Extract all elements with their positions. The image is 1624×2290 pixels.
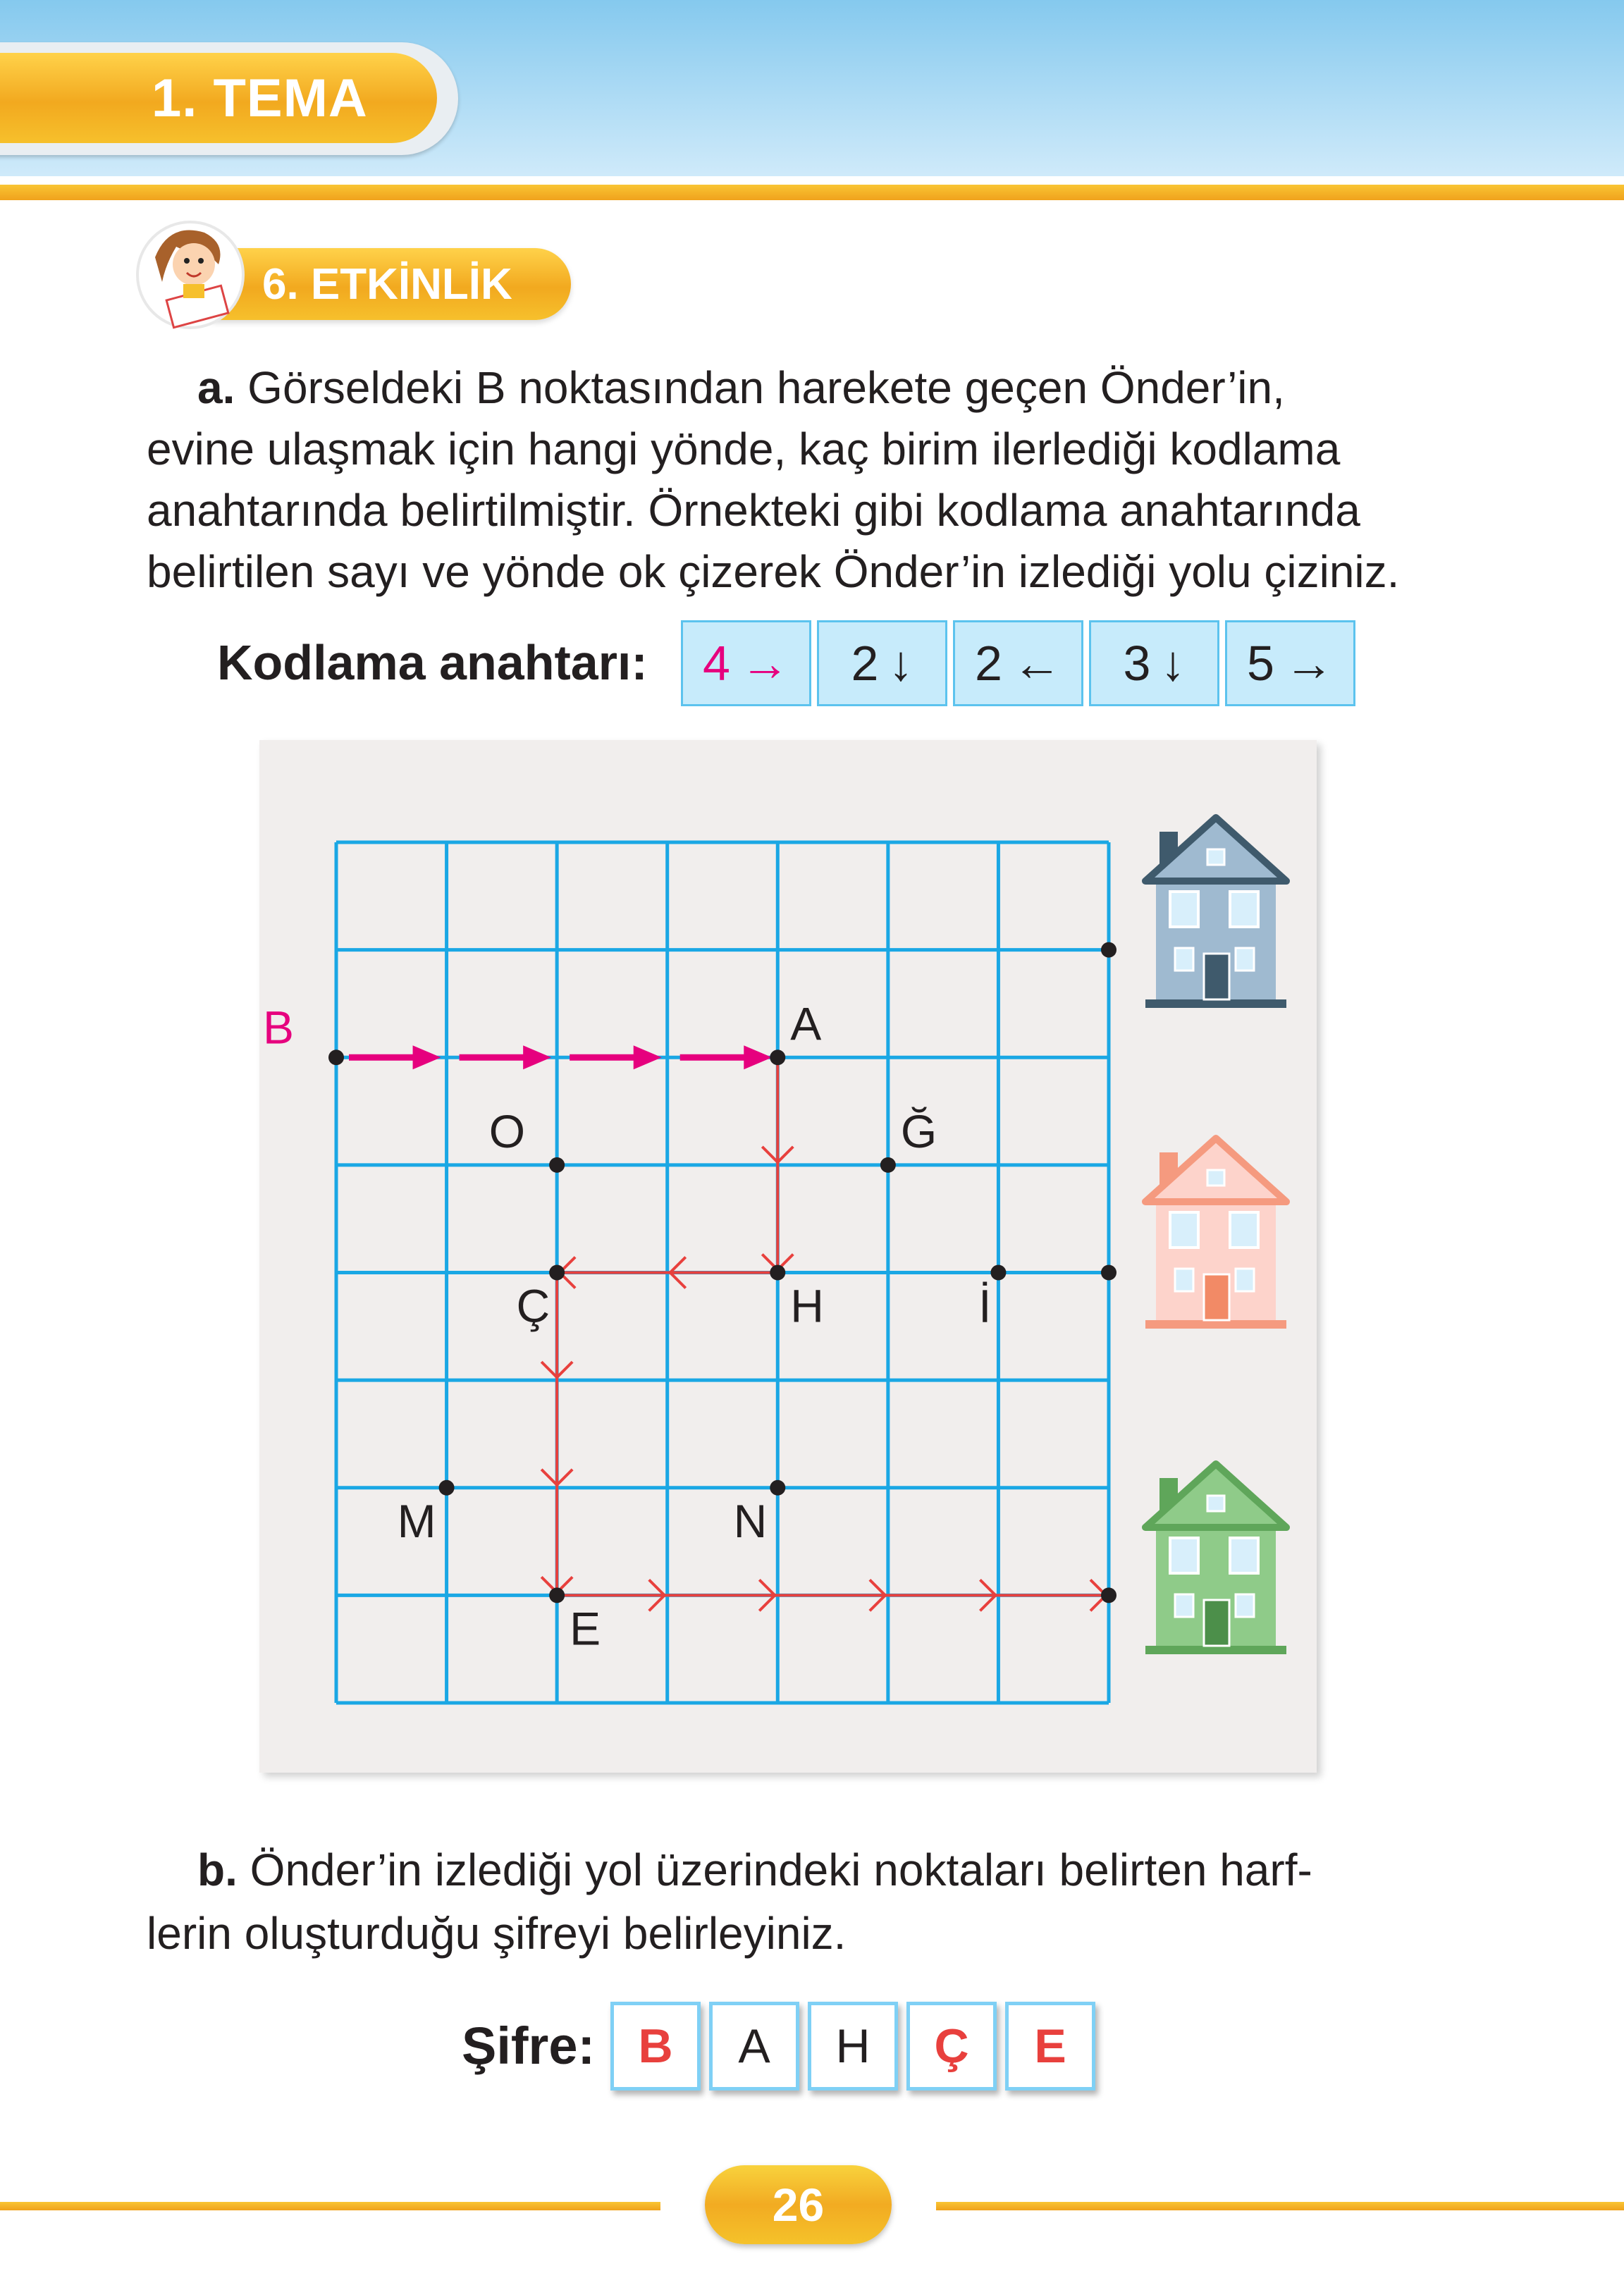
coordinate-grid: [259, 740, 1317, 1773]
blue-house-icon: [1145, 818, 1286, 1008]
grid-point: [990, 1265, 1006, 1281]
grid-point: [549, 1157, 565, 1173]
password-letter: A: [738, 2019, 770, 2073]
grid-point: [439, 1480, 455, 1496]
part-b-prefix: b.: [197, 1845, 238, 1895]
footer-line-right: [936, 2202, 1624, 2210]
point-label: A: [790, 997, 822, 1050]
part-b-line-1: [147, 1838, 1435, 1902]
instruction-line-1: [147, 357, 1435, 419]
point-label: İ: [978, 1279, 992, 1332]
instruction-text: Görseldeki B noktasından harekete geçen Önder’in,: [247, 362, 1285, 413]
grid-point: [770, 1049, 785, 1065]
activity-title: 6. ETKİNLİK: [262, 260, 512, 309]
example-arrowhead-icon: [744, 1045, 772, 1069]
pink-house-icon: [1145, 1138, 1286, 1329]
grid-point: [1101, 1265, 1116, 1281]
point-label: H: [790, 1279, 824, 1332]
grid-point: [549, 1587, 565, 1603]
arrow-right-icon: →: [739, 636, 789, 691]
grid-panel: [259, 740, 1317, 1773]
point-label: Ç: [516, 1279, 550, 1332]
step-count: 2: [975, 636, 1002, 691]
point-label: Ğ: [900, 1104, 937, 1157]
step-count: 4: [703, 636, 730, 691]
part-a-prefix: a.: [197, 362, 235, 413]
example-arrowhead-icon: [634, 1045, 662, 1069]
password-letter-box[interactable]: [808, 2002, 898, 2091]
grid-point: [770, 1480, 785, 1496]
example-arrowhead-icon: [523, 1045, 551, 1069]
step-count: 3: [1123, 636, 1151, 691]
password-label: Şifre:: [462, 2017, 596, 2075]
point-label: B: [262, 1001, 294, 1054]
green-house-icon: [1145, 1464, 1286, 1654]
part-b-line-2: lerin oluşturduğu şifreyi belirleyiniz.: [147, 1908, 847, 1959]
girl-mascot-icon: [127, 215, 247, 331]
password-letter-box[interactable]: [709, 2002, 799, 2091]
arrow-left-icon: ←: [1011, 636, 1062, 691]
step-count: 2: [851, 636, 879, 691]
grid-point: [549, 1265, 565, 1281]
instruction-line-3: anahtarında belirtilmiştir. Örnekteki gibi kodlama anahtarında: [147, 485, 1360, 536]
coding-key-step: [1225, 620, 1355, 706]
coding-key-step: [817, 620, 947, 706]
password-letter: E: [1034, 2019, 1066, 2073]
arrow-down-icon: ↓: [1160, 636, 1186, 691]
step-count: 5: [1247, 636, 1274, 691]
page-number: 26: [705, 2165, 892, 2244]
grid-point: [770, 1265, 785, 1281]
coding-key-label: Kodlama anahtarı:: [217, 635, 648, 690]
header-divider: [0, 185, 1624, 200]
grid-point: [880, 1157, 896, 1173]
password-letter-box[interactable]: [1005, 2002, 1095, 2091]
password-letter: Ç: [934, 2019, 969, 2073]
example-arrowhead-icon: [413, 1045, 441, 1069]
grid-point: [1101, 942, 1116, 958]
point-label: N: [733, 1494, 768, 1547]
instruction-line-2: evine ulaşmak için hangi yönde, kaç birim ilerlediği kodlama: [147, 424, 1341, 474]
instruction-line-4: belirtilen sayı ve yönde ok çizerek Önder’in izlediği yolu çiziniz.: [147, 546, 1400, 597]
point-label: O: [488, 1104, 526, 1157]
password-letter: B: [638, 2019, 673, 2073]
part-b-text: Önder’in izlediği yol üzerindeki noktaları belirten harf-: [250, 1845, 1312, 1895]
grid-point: [1101, 1587, 1116, 1603]
arrow-right-icon: →: [1284, 636, 1334, 691]
coding-key-step: [1089, 620, 1219, 706]
password-letter-box[interactable]: [610, 2002, 701, 2091]
coding-key-step: [953, 620, 1083, 706]
point-label: E: [570, 1602, 601, 1655]
footer-line-left: [0, 2202, 660, 2210]
arrow-down-icon: ↓: [888, 636, 914, 691]
coding-key-step: [681, 620, 811, 706]
theme-label: 1. TEMA: [152, 68, 368, 128]
grid-point: [328, 1049, 344, 1065]
password-letter: H: [835, 2019, 871, 2073]
point-label: M: [397, 1494, 436, 1547]
password-letter-box[interactable]: [906, 2002, 997, 2091]
